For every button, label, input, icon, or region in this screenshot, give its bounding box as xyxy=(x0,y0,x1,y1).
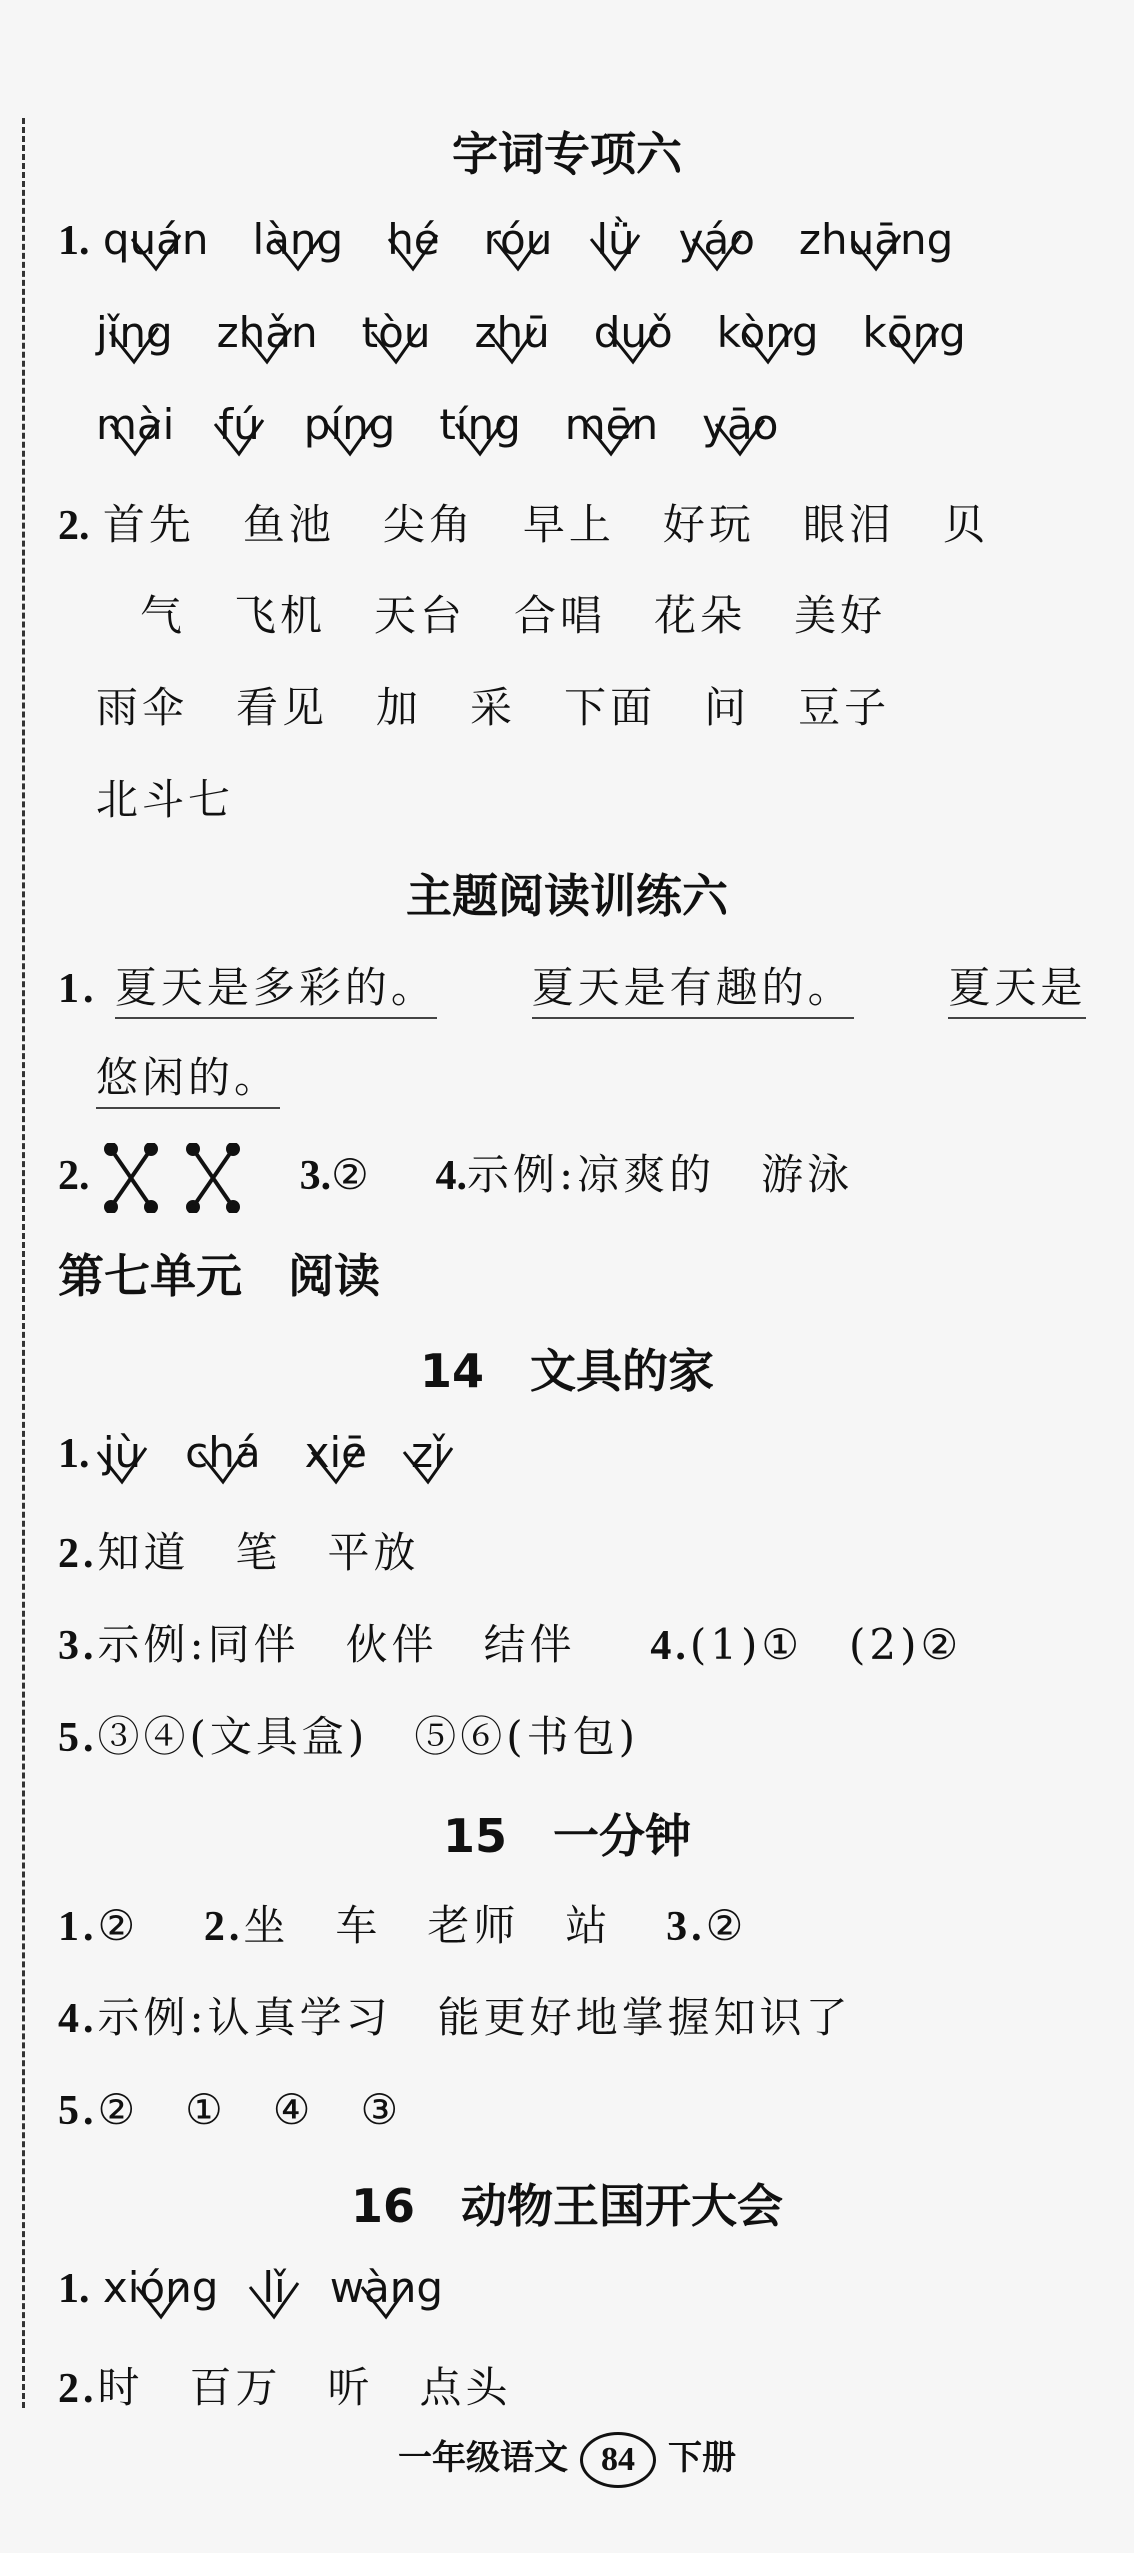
pinyin-answer: chá xyxy=(185,1428,260,1477)
word-answer: 尖角 xyxy=(382,500,475,549)
l15-q1-q3-row xyxy=(58,1893,747,1953)
word-answer: 看见 xyxy=(236,683,329,732)
q1-pinyin-row-2 xyxy=(96,308,1010,357)
q1-pinyin-row-1 xyxy=(58,215,997,265)
l15-q4-row xyxy=(58,1985,852,2045)
l14-q1-row xyxy=(58,1428,489,1478)
pinyin-answer: lǜ xyxy=(596,215,634,264)
reading-q1-row-2 xyxy=(96,1045,280,1109)
dashed-margin-line xyxy=(22,118,25,2408)
q2-words-row-1 xyxy=(58,492,1037,552)
pinyin-answer: jù xyxy=(103,1428,141,1477)
page-footer xyxy=(0,2430,1134,2488)
pinyin-answer: zhǎn xyxy=(217,308,318,357)
question-number: 4. xyxy=(650,1623,690,1669)
pinyin-answer: làng xyxy=(253,215,344,264)
word-answer: 美好 xyxy=(794,591,887,640)
question-number: 4. xyxy=(435,1153,467,1199)
l15-q5-row xyxy=(58,2077,402,2137)
pinyin-answer: tíng xyxy=(439,400,520,449)
word-answer: 豆子 xyxy=(798,683,891,732)
word-answer: 雨伞 xyxy=(96,683,189,732)
question-number: 1. xyxy=(58,1904,98,1950)
word-answer: 首先 xyxy=(102,500,195,549)
section-title-reading: 主题阅读训练六 xyxy=(406,869,728,923)
answer-underline-1: 夏天是多彩的。 xyxy=(115,955,437,1019)
page-number: 84 xyxy=(580,2432,656,2488)
question-number: 5. xyxy=(58,1715,98,1761)
q1-pinyin-row-3 xyxy=(96,400,822,449)
word-answer: 天台 xyxy=(374,591,467,640)
word-answer: 花朵 xyxy=(654,591,747,640)
answer-text: ② xyxy=(705,1901,748,1950)
question-number: 1. xyxy=(58,218,90,264)
question-number: 4. xyxy=(58,1996,98,2042)
lesson-title-16: 16 动物王国开大会 xyxy=(350,2179,783,2233)
question-number: 2. xyxy=(58,503,90,549)
answer-underline-3-cont: 悠闲的。 xyxy=(96,1045,280,1109)
pinyin-answer: píng xyxy=(304,400,396,449)
l14-q3-q4-row xyxy=(58,1612,962,1672)
pinyin-answer: mēn xyxy=(565,400,658,449)
question-number: 2. xyxy=(58,1531,98,1577)
pinyin-answer: tòu xyxy=(362,308,431,357)
word-answer: 加 xyxy=(376,683,423,732)
matching-lines-icon xyxy=(103,1143,253,1213)
answer-text: 示例:认真学习 能更好地掌握知识了 xyxy=(97,1993,852,2042)
word-answer: 气 xyxy=(140,591,187,640)
l16-q2-row xyxy=(58,2355,512,2415)
pinyin-answer: quán xyxy=(103,215,209,264)
answer-underline-2: 夏天是有趣的。 xyxy=(532,955,854,1019)
pinyin-answer: zhū xyxy=(474,308,549,357)
pinyin-answer: mài xyxy=(96,400,174,449)
lesson-title-15: 15 一分钟 xyxy=(442,1809,691,1863)
word-answer: 采 xyxy=(470,683,517,732)
pinyin-answer: lǐ xyxy=(262,2263,285,2312)
pinyin-answer: xióng xyxy=(103,2263,219,2312)
pinyin-answer: fú xyxy=(218,400,259,449)
pinyin-answer: duǒ xyxy=(594,308,673,357)
answer-text: (1)① (2)② xyxy=(689,1620,963,1669)
pinyin-answer: hé xyxy=(387,215,439,264)
answer-text: 坐 车 老师 站 xyxy=(243,1901,612,1950)
word-answer: 贝 xyxy=(942,500,989,549)
footer-grade-subject: 一年级语文 xyxy=(398,2438,568,2478)
question-number: 5. xyxy=(58,2088,98,2134)
pinyin-answer: yáo xyxy=(679,215,755,264)
pinyin-answer: yāo xyxy=(702,400,778,449)
question-number: 1. xyxy=(58,2266,90,2312)
l14-q5-row xyxy=(58,1704,639,1764)
footer-volume: 下册 xyxy=(668,2438,736,2478)
word-answer: 合唱 xyxy=(514,591,607,640)
question-number: 3. xyxy=(58,1623,98,1669)
lesson-title-14: 14 文具的家 xyxy=(419,1344,714,1398)
pinyin-answer: zǐ xyxy=(411,1428,445,1477)
question-number: 2. xyxy=(58,2366,98,2412)
word-answer: 好玩 xyxy=(662,500,755,549)
answer-text: ② ① ④ ③ xyxy=(97,2085,403,2134)
answer-text: 时 百万 听 点头 xyxy=(97,2363,512,2412)
word-answer: 鱼池 xyxy=(242,500,335,549)
answer-text: ② xyxy=(97,1901,140,1950)
l16-q1-row xyxy=(58,2263,487,2313)
reading-q1-row-1 xyxy=(58,955,1086,1019)
question-number: 2. xyxy=(58,1153,90,1199)
question-number: 3. xyxy=(299,1153,332,1199)
word-answer: 飞机 xyxy=(234,591,327,640)
answer-q3: ② xyxy=(331,1150,369,1199)
word-answer: 早上 xyxy=(522,500,615,549)
question-number: 1. xyxy=(58,966,98,1012)
question-number: 2. xyxy=(203,1904,244,1950)
pinyin-answer: jǐng xyxy=(96,308,173,357)
section-title-vocab: 字词专项六 xyxy=(452,127,682,181)
pinyin-answer: kòng xyxy=(717,308,819,357)
answer-text: 知道 笔 平放 xyxy=(97,1528,420,1577)
question-number: 3. xyxy=(666,1904,706,1950)
q2-words-row-4: 北斗七 xyxy=(96,775,235,824)
answer-text: 示例:同伴 伙伴 结伴 xyxy=(97,1620,576,1669)
pinyin-answer: zhuāng xyxy=(799,215,953,264)
word-answer: 下面 xyxy=(564,683,657,732)
pinyin-answer: róu xyxy=(484,215,553,264)
question-number: 1. xyxy=(58,1431,90,1477)
q2-words-row-3 xyxy=(96,675,938,735)
answer-q4: 示例:凉爽的 游泳 xyxy=(466,1150,854,1199)
q2-words-row-2 xyxy=(140,583,934,643)
pinyin-answer: xiē xyxy=(305,1428,367,1477)
word-answer: 眼泪 xyxy=(802,500,895,549)
pinyin-answer: kōng xyxy=(863,308,966,357)
l14-q2-row xyxy=(58,1520,420,1580)
reading-q2-q4-row xyxy=(58,1142,853,1213)
answer-underline-3: 夏天是 xyxy=(948,955,1086,1019)
word-answer: 问 xyxy=(704,683,751,732)
unit-heading: 第七单元 阅读 xyxy=(58,1249,380,1303)
pinyin-answer: wàng xyxy=(330,2263,443,2312)
answer-text: ③④(文具盒) ⑤⑥(书包) xyxy=(97,1712,640,1761)
